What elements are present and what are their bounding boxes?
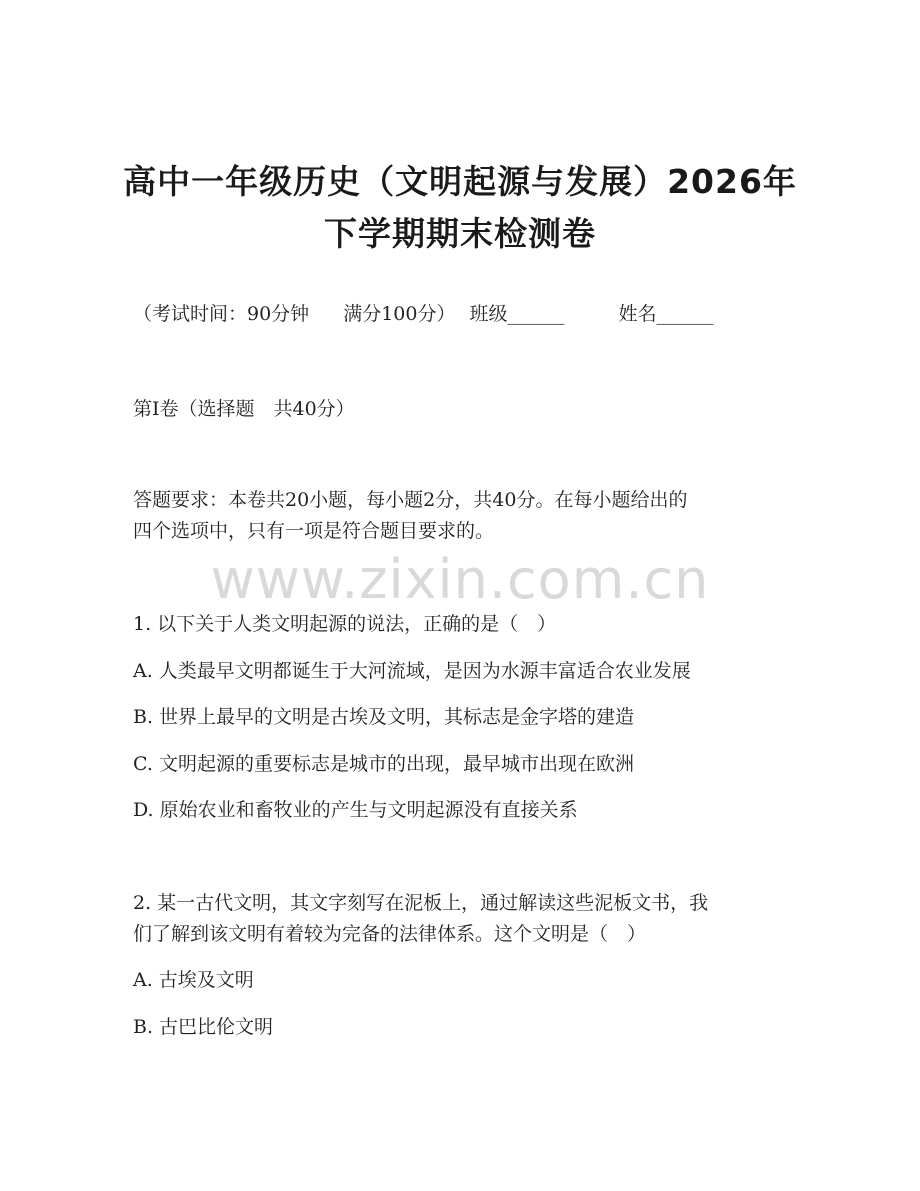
name-field: 姓名______ [618, 303, 714, 325]
question-1-option-b: B. 世界上最早的文明是古埃及文明，其标志是金字塔的建造 [133, 706, 635, 728]
question-2-option-b: B. 古巴比伦文明 [133, 1016, 274, 1038]
full-marks: 满分100分） [343, 303, 456, 325]
question-1-option-c: C. 文明起源的重要标志是城市的出现，最早城市出现在欧洲 [133, 753, 634, 775]
class-field: 班级______ [469, 303, 565, 325]
requirements-line-2: 四个选项中，只有一项是符合题目要求的。 [133, 520, 495, 542]
exam-title-line-2: 下学期期末检测卷 [324, 214, 596, 253]
requirements-line-1: 答题要求：本卷共20小题，每小题2分，共40分。在每小题给出的 [133, 489, 688, 511]
question-2-stem-line-2: 们了解到该文明有着较为完备的法律体系。这个文明是（ ） [133, 923, 647, 945]
section-heading: 第Ⅰ卷（选择题 共40分） [133, 398, 355, 420]
exam-title-line-1: 高中一年级历史（文明起源与发展）2026年 [123, 162, 797, 201]
question-1-option-a: A. 人类最早文明都诞生于大河流域，是因为水源丰富适合农业发展 [133, 660, 691, 682]
question-2-option-a: A. 古埃及文明 [133, 969, 254, 991]
exam-info-row [133, 302, 713, 326]
watermark: www.zixin.com.cn [210, 548, 710, 611]
exam-time: （考试时间：90分钟 [133, 303, 310, 325]
question-1-option-d: D. 原始农业和畜牧业的产生与文明起源没有直接关系 [133, 799, 578, 821]
question-2-stem-line-1: 2. 某一古代文明，其文字刻写在泥板上，通过解读这些泥板文书，我 [133, 892, 709, 914]
question-1-stem: 1. 以下关于人类文明起源的说法，正确的是（ ） [133, 613, 557, 635]
